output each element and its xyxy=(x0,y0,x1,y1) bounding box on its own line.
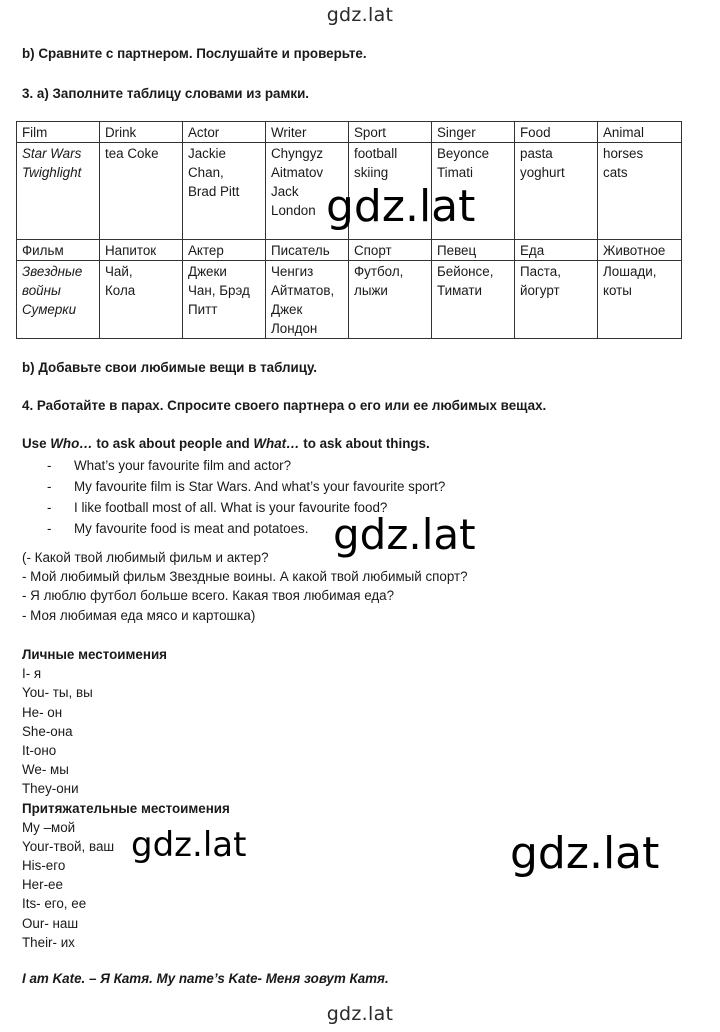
pronoun-line: Our- наш xyxy=(22,915,79,931)
pronoun-line: She-она xyxy=(22,723,73,739)
possessive-pronouns-title: Притяжательные местоимения xyxy=(22,800,230,816)
table-cell xyxy=(183,143,266,240)
pronoun-line: Your-твой, ваш xyxy=(22,838,115,854)
cell-line: London xyxy=(271,203,316,218)
dash-bullet: - xyxy=(47,521,52,536)
task-b-add-heading: b) Добавьте свои любимые вещи в таблицу. xyxy=(22,360,317,375)
use-end-text: to ask about things. xyxy=(299,436,430,451)
list-item-text: My favourite film is Star Wars. And what’s your favourite sport? xyxy=(74,479,446,494)
list-item-text: My favourite food is meat and potatoes. xyxy=(74,521,309,536)
table-header-cell: Напиток xyxy=(100,240,183,261)
cell-line: Чан, Брэд xyxy=(188,283,250,298)
pronoun-line: It-оно xyxy=(22,742,57,758)
task-3a-heading: 3. а) Заполните таблицу словами из рамки. xyxy=(22,86,310,101)
table-cell xyxy=(100,143,183,240)
pronouns-block xyxy=(22,645,230,952)
table-header-cell: Животное xyxy=(598,240,682,261)
table-header-cell: Drink xyxy=(100,122,183,143)
table-header-cell: Спорт xyxy=(349,240,432,261)
cell-line: Джеки xyxy=(188,264,227,279)
dash-bullet: - xyxy=(47,479,52,494)
cell-line: Тимати xyxy=(437,283,483,298)
dash-bullet: - xyxy=(47,500,52,515)
cell-line: yoghurt xyxy=(520,165,565,180)
table-cell xyxy=(183,261,266,339)
use-text: Use xyxy=(22,436,51,451)
pronoun-line: His-его xyxy=(22,858,66,874)
cell-line: Star Wars xyxy=(22,146,82,161)
cell-line: tea Coke xyxy=(105,146,159,161)
table-header-cell: Film xyxy=(17,122,100,143)
table-cell xyxy=(17,261,100,339)
cell-line: Питт xyxy=(188,302,218,317)
table-header-cell: Актер xyxy=(183,240,266,261)
cell-line: коты xyxy=(603,283,632,298)
dialogue-ru-line: - Мой любимый фильм Звездные воины. А какой твой любимый спорт? xyxy=(22,569,468,585)
table-cell xyxy=(17,143,100,240)
watermark-footer: gdz.lat xyxy=(326,1003,394,1025)
table-header-cell: Писатель xyxy=(266,240,349,261)
table-row-ru xyxy=(17,261,682,339)
cell-line: Лошади, xyxy=(603,264,657,279)
dash-bullet: - xyxy=(47,458,52,473)
pronoun-line: They-они xyxy=(22,781,79,797)
watermark-table: gdz.lat xyxy=(326,181,476,232)
cell-line: войны xyxy=(22,283,61,298)
dialogue-ru-line: - Я люблю футбол больше всего. Какая твоя любимая еда? xyxy=(22,588,395,604)
watermark-left: gdz.lat xyxy=(128,826,249,864)
table-header-cell: Food xyxy=(515,122,598,143)
table-header-cell: Writer xyxy=(266,122,349,143)
cell-line: Кола xyxy=(105,283,136,298)
pronoun-line: Her-ее xyxy=(22,877,63,893)
table-cell xyxy=(598,143,682,240)
cell-line: Паста, xyxy=(520,264,561,279)
cell-line: cats xyxy=(603,165,628,180)
cell-line: Футбол, xyxy=(354,264,404,279)
cell-line: football xyxy=(354,146,398,161)
cell-line: skiing xyxy=(354,165,389,180)
cell-line: йогурт xyxy=(520,283,560,298)
cell-line: Chyngyz xyxy=(271,146,324,161)
watermark-right: gdz.lat xyxy=(510,828,660,879)
use-mid-text: to ask about people and xyxy=(92,436,254,451)
pronoun-line: My –мой xyxy=(22,819,76,835)
cell-line: Джек xyxy=(271,302,303,317)
cell-line: Айтматов, xyxy=(271,283,335,298)
cell-line: pasta xyxy=(520,146,553,161)
pronoun-line: He- он xyxy=(22,704,63,720)
cell-line: лыжи xyxy=(354,283,388,298)
what-word: What… xyxy=(253,436,300,451)
table-cell xyxy=(349,261,432,339)
table-cell xyxy=(432,261,515,339)
task-4-heading: 4. Работайте в парах. Спросите своего партнера о его или ее любимых вещах. xyxy=(22,398,547,413)
table-header-cell: Animal xyxy=(598,122,682,143)
table-header-cell: Фильм xyxy=(17,240,100,261)
table-header-cell: Еда xyxy=(515,240,598,261)
table-cell xyxy=(266,261,349,339)
table-header-cell: Actor xyxy=(183,122,266,143)
cell-line: Чай, xyxy=(105,264,133,279)
cell-line: Chan, xyxy=(188,165,224,180)
dialogue-ru-line: - Моя любимая еда мясо и картошка) xyxy=(22,607,256,623)
use-instruction xyxy=(22,436,430,451)
personal-pronouns-title: Личные местоимения xyxy=(22,647,167,662)
dialogue-ru-line: (- Какой твой любимый фильм и актер? xyxy=(22,550,269,565)
table-header-cell: Sport xyxy=(349,122,432,143)
table-header-row-en xyxy=(17,122,682,143)
pronoun-line: Their- их xyxy=(22,934,75,950)
cell-line: Бейонсе, xyxy=(437,264,494,279)
cell-line: Aitmatov xyxy=(271,165,324,180)
cell-line: Twighlight xyxy=(22,165,82,180)
dialogue-ru-block xyxy=(22,548,468,625)
cell-line: Сумерки xyxy=(22,302,77,317)
who-word: Who… xyxy=(50,436,93,451)
cell-line: Лондон xyxy=(271,321,318,336)
cell-line: Beyonce xyxy=(437,146,490,161)
table-cell xyxy=(515,261,598,339)
cell-line: Timati xyxy=(437,165,473,180)
table-cell xyxy=(515,143,598,240)
cell-line: horses xyxy=(603,146,644,161)
table-header-cell: Певец xyxy=(432,240,515,261)
table-cell xyxy=(100,261,183,339)
cell-line: Jack xyxy=(271,184,299,199)
cell-line: Brad Pitt xyxy=(188,184,240,199)
final-example-line: I am Kate. – Я Катя. My name’s Kate- Меня зовут Катя. xyxy=(22,971,389,986)
pronoun-line: Its- его, ее xyxy=(22,896,87,912)
table-header-row-ru xyxy=(17,240,682,261)
cell-line: Ченгиз xyxy=(271,264,314,279)
cell-line: Jackie xyxy=(188,146,226,161)
pronoun-line: I- я xyxy=(22,666,42,682)
pronoun-line: We- мы xyxy=(22,762,69,778)
table-header-cell: Singer xyxy=(432,122,515,143)
pronoun-line: You- ты, вы xyxy=(22,685,93,701)
table-cell xyxy=(598,261,682,339)
watermark-header: gdz.lat xyxy=(326,4,394,26)
list-item-text: What’s your favourite film and actor? xyxy=(74,458,292,473)
cell-line: Звездные xyxy=(22,264,83,279)
task-b-heading: b) Сравните с партнером. Послушайте и проверьте. xyxy=(22,46,367,61)
list-item-text: I like football most of all. What is your favourite food? xyxy=(74,500,388,515)
watermark-dialogue: gdz.lat xyxy=(333,510,476,559)
